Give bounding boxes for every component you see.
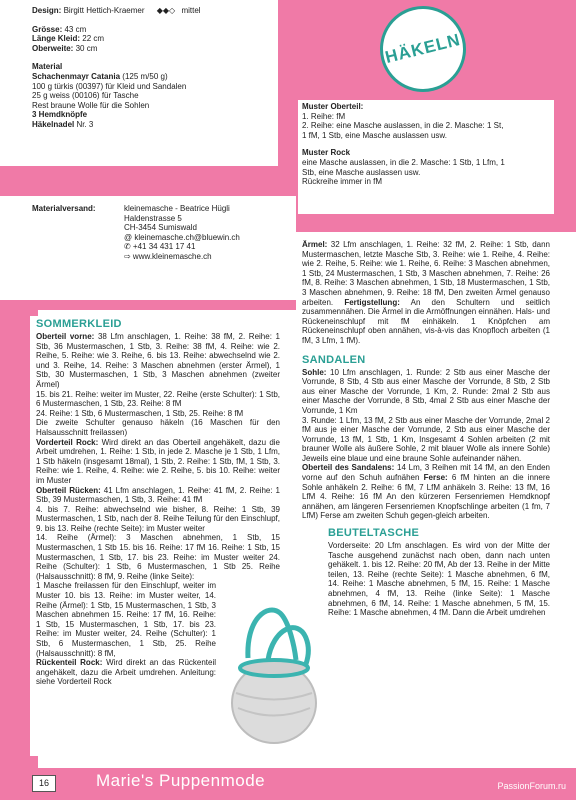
aermel-title: Ärmel: [302,240,328,249]
beuteltasche-title: BEUTELTASCHE [328,527,420,540]
muster-line: 2. Reihe: eine Masche auslassen, in die 2. Masche: 1 St, [302,121,504,131]
page-number: 16 [32,775,56,792]
para-text: 1 Masche freilassen für den Einschlupf, weiter im Muster 10. bis 13. Reihe: im Muster weiter, 14. Reihe (Ärmel): 1 Stb, 15 Mustermaschen, 1 Stb, 3 Maschen abnehmen 15. Reihe: 17 fM, 16. Reihe: 1 Stb, 15 Mustermaschen, 1 Stb, 17. bis 23. Reihe: im Muster weiter, 24. Reihe (Schulter): 1 Stb, 6 Mustermaschen, 1 Stb, 25. Reihe (Halsausschnitt): 8 fM, [36,581,216,658]
para-text: 32 Lfm anschlagen, 1. Reihe: 32 fM, 2. Reihe: 1 Stb, dann Mustermaschen, letzte Masche Stb, 3. Reihe: wie 1. Reihe, 4. Reihe: wie 2. Reihe, 5. Reihe: wie 1. Reihe, 6. Reihe: 3 Maschen abnehmen, 1 Stb, 24 Mustermaschen, 1 Stb, 3 Maschen abnehmen, 7. Reihe: 26 fM, 8. Reihe: 3 Maschen abnehmen, 1 Stb, 18 Mustermaschen, 1 Stb, 3 Maschen abnehmen, 9. Reihe: 18 fM, Den zweiten Ärmel genauso arbeiten. [302,240,550,307]
brand-title: Marie's Puppenmode [96,771,266,790]
para-bold: Sohle: [302,367,327,377]
bust-label: Oberweite: [32,43,74,53]
para-text: An den Schultern und seitlich zusammennähen. Die Ärmel in die Armöffnungen einnähen. Hals- und Rückeneinschlupf mit fM einhäkeln. 1 Knöpfchen am Rückeneinschlupf oben annähen, vis-à-vis das Knopfloch arbeiten (1 fM, 3 Lfm, 1 fM). [302,297,551,345]
para-text: Wird direkt an das Rückenteil angehäkelt, dazu die Arbeit umdrehen. Anleitung: siehe Vorderteil Rock [36,658,217,687]
material-line: Rest braune Wolle für die Sohlen [32,100,150,110]
para-text: Vorderseite: 20 Lfm anschlagen. Es wird von der Mitte der Tasche ausgehend zunächst nach oben, dann nach unten gehäkelt. 1. bis 12. Reihe: 20 fM, Ab der 13. Reihe in der Mitte teilen, 13. Reihe (rechte Seite): 1 Masche abnehmen, 6 fM, 14. Reihe: 1 Masche abnehmen, 5 fM, 15. Reihe: 1 Masche abnehmen, 4 fM, 13. Reihe (linke Seite): 1 Masche abnehmen, 6 fM, 14. Reihe: 1 Masche abnehmen, 5 fM, 15. Reihe: 1 Masche abnehmen, 4 fM. Dann die Arbeit umdrehen [328,541,550,618]
para-text: 41 Lfm anschlagen, 1. Reihe: 41 fM, 2. Reihe: 1 Stb, 39 Mustermaschen, 1 Stb, 3. Reihe: 41 fM [36,485,281,505]
material-brand-detail: (125 m/50 g) [122,71,168,81]
para-bold: Oberteil des Sandalens: [302,463,395,473]
para-text: Die zweite Schulter genauso häkeln (16 Maschen für den Halsausschnitt freilassen) [36,418,280,437]
para-text: 4. bis 7. Reihe: abwechselnd wie bisher, 8. Reihe: 1 Stb, 39 Mustermaschen, 1 Stb, nach der 8. Reihe Teilung für den Einschlupf, 9. bis 13. Reihe (rechte Seite): im Muster weiter [36,504,280,533]
material-line: 25 g weiss (00106) für Tasche [32,91,139,101]
footer-bar [0,768,576,800]
para-text: 14 Lm, 3 Reihen mit 14 fM, an den Enden vorne auf den Schuh aufnähen [302,463,551,483]
para-bold: Vorderteil Rock: [36,437,99,447]
material-line: 100 g türkis (00397) für Kleid und Sandalen [32,81,187,91]
supplier-panel [0,196,296,300]
difficulty-text: mittel [181,6,201,15]
sandalen-title: SANDALEN [302,353,366,366]
muster-line: 1 fM, 1 Stb, eine Masche auslassen usw. [302,130,447,140]
muster-line: Stb, eine Masche auslassen usw. [302,167,421,177]
left-pink-band [0,166,296,196]
length-value: 22 cm [82,34,105,44]
supplier-label: Materialversand: [32,204,96,213]
supplier-line: Haldenstrasse 5 [124,213,182,223]
size-label: Grösse: [32,24,63,34]
muster-panel [298,100,554,214]
para-bold: Fertigstellung: [344,297,400,307]
para-text: 38 Lfm anschlagen, 1. Reihe: 38 fM, 2. Reihe: 1 Stb, 36 Mustermaschen, 1 Stb, 3. Reihe: 38 fM, 4. Reihe: wie 2. Reihe, 5. Reihe: wie 3. Reihe, 6. bis 13. Reihe: abwechselnd wie 2. und 3. Reihe, 14. Reihe: 3 Maschen abnehmen (erster Ärmel), 1 Stb, 30 Mustermaschen, 1 Stb, 3 Maschen abnehmen (zweiter Ärmel) [36,332,281,389]
muster-line: eine Masche auslassen, in die 2. Masche: 1 Stb, 1 Lfm, 1 [302,157,505,167]
bust-value: 30 cm [75,43,98,53]
crochet-bag-image [228,598,320,748]
design-line [32,6,268,16]
supplier-website[interactable]: ⇨ www.kleinemasche.ch [124,251,212,261]
para-text: 6 fM hinten an die innere Sohle anhäkeln 2. Reihe: 6 fM, 7 LfM anhäkeln 3. Reihe: 13 fM, 16 LfM 4. Reihe: 16 fM An den kürzeren Fersenriemen Hemdknopf annähen, am längeren Fersenriemen Knopfschlinge arbeiten (1 fm, 7 LfM) Ferse am zweiten Schuh gegen-gleich arbeiten. [302,473,550,521]
hook-value: Nr. 3 [76,119,94,129]
muster-line: 1. Reihe: fM [302,111,346,121]
design-label: Design: [32,6,62,15]
watermark: PassionForum.ru [497,781,566,791]
supplier-line: kleinemasche - Beatrice Hügli [124,204,230,213]
size-value: 43 cm [64,24,87,34]
para-text: 15. bis 21. Reihe: weiter im Muster, 22. Reihe (erste Schulter): 1 Stb, 6 Mustermaschen, 1 Stb, 23. Reihe: 8 fM [36,389,280,409]
buttons-line: 3 Hemdknöpfe [32,110,88,120]
muster-line: Rückreihe immer in fM [302,177,383,187]
length-label: Länge Kleid: [32,34,81,44]
para-bold: Ferse: [423,473,448,483]
para-text: Wird direkt an das Oberteil angehäkelt, dazu die Arbeit umdrehen, 1. Reihe: 1 Stb, in jede 2. Masche je 1 Stb, 1 Lfm, 1 Stb häkeln (insgesamt 18mal), 1 Stb, 2. Reihe: 1 Stb, fM, 1 Stb, 3. Reihe: wie 1. Reihe, 4. Reihe: wie 2. Reihe, 5. bis 10. Reihe: weiter im Muster [36,437,281,485]
right-column [298,240,554,760]
para-text: 24. Reihe: 1 Stb, 6 Mustermaschen, 1 Stb, 25. Reihe: 8 fM [36,408,244,418]
supplier-email[interactable]: @ kleinemasche.ch@bluewin.ch [124,232,240,242]
design-name: Birgitt Hettich-Kraemer [63,6,145,15]
supplier-line: CH-3454 Sumiswald [124,223,197,233]
para-bold: Oberteil Rücken: [36,485,101,495]
muster-oberteil-title: Muster Oberteil: [302,102,364,111]
hook-label: Häkelnadel [32,119,75,129]
para-text: 10 Lfm anschlagen, 1. Runde: 2 Stb aus einer Masche der Vorrunde, 8 Stb, 4 Stb aus einer Masche der Vorrunde, 8 Stb, 2 Stb aus einer Masche der Vorrunde, 1 Km, 2. Runde: 2mal 2 Stb aus einer Masche der Vorrunde, 8 Stb, 4mal 2 Stb aus einer Masche der Vorrunde, 1 Km [302,367,550,415]
sommerkleid-title: SOMMERKLEID [36,318,122,330]
para-text: 3. Runde: 1 Lfm, 13 fM, 2 Stb aus einer Masche der Vorrunde, 2mal 2 fM aus je einer Masche der Vorrunde, 2 Stb aus einer Masche der Vorrunde, 13 fM, 1 Stb, 1 Km, Insgesamt 4 Sohlen arbeiten (2 mit brauner Wolle als äußere Sohle, 2 mit blauer Wolle als innere Sohle) Jeweils eine blaue und eine braune Sohle aufeinander nähen. [302,415,550,463]
difficulty-icon: ◆◆◇ [156,6,176,15]
para-bold: Rückenteil Rock: [36,658,103,668]
badge-label: HÄKELN [383,30,463,68]
muster-rock-title: Muster Rock [302,148,351,158]
para-text: 14. Reihe (Ärmel): 3 Maschen abnehmen, 1 Stb, 15 Mustermaschen, 1 Stb 15. bis 16. Reihe: 17 fM 16. Reihe: 1 Stb, 15 Mustermaschen, 1 Stb, 17. bis 23. Reihe: im Muster weiter 24. Reihe (Schulter): 1 Stb, 6 Mustermaschen, 1 Stb 25. Reihe (Halsausschnitt): 8 fM, 9. Reihe (linke Seite): [36,533,280,581]
para-bold: Oberteil vorne: [36,332,95,341]
material-brand: Schachenmayr Catania [32,71,121,81]
left-pink-bar [0,300,296,310]
header-panel [0,0,278,166]
supplier-phone: ✆ +41 34 431 17 41 [124,242,196,252]
material-title: Material [32,62,63,72]
